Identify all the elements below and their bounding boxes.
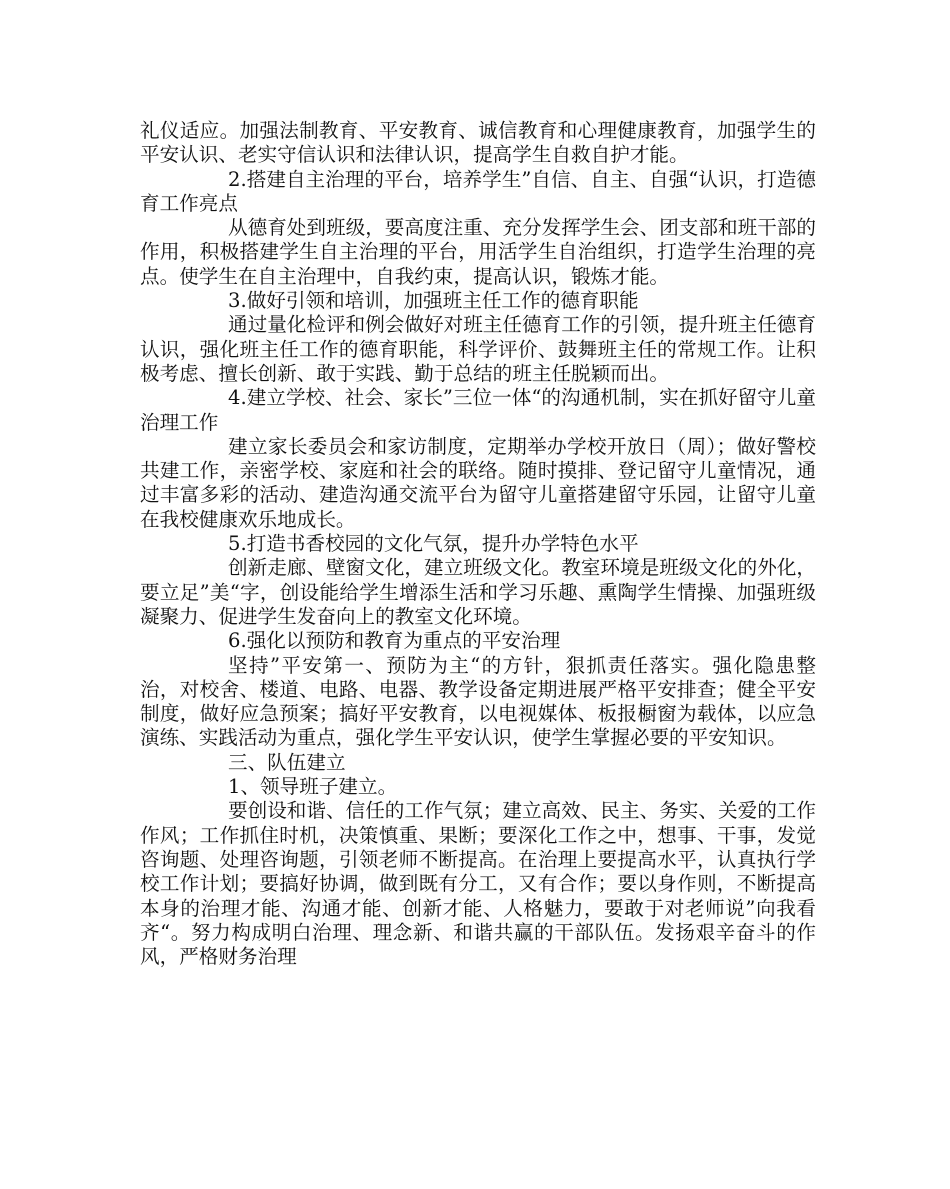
paragraph-leadership: 要创设和谐、信任的工作气氛；建立高效、民主、务实、关爱的工作作风；工作抓住时机，决策慎重、果断；要深化工作之中，想事、干事，发觉咨询题、处理咨询题，引领老师不断提高。在治理上要提高水平，认真执行学校工作计划；要搞好协调，做到既有分工，又有合作；要以身作则，不断提高本身的治理才能、沟通才能、创新才能、人格魅力，要敢于对老师说”向我看齐“。努力构成明白治理、理念新、和谐共赢的干部队伍。发扬艰辛奋斗的作风，严格财务治理 — [140, 799, 816, 969]
heading-item-6: 6.强化以预防和教育为重点的平安治理 — [228, 629, 561, 653]
heading-item-2: 2.搭建自主治理的平台，培养学生”自信、自主、自强“认识，打造德育工作亮点 — [140, 167, 816, 215]
heading-item-4: 4.建立学校、社会、家长”三位一体“的沟通机制，实在抓好留守儿童治理工作 — [140, 386, 816, 434]
section-heading-team-building: 三、队伍建立 — [228, 750, 346, 774]
paragraph-self-governance: 从德育处到班级，要高度注重、充分发挥学生会、团支部和班干部的作用，积极搭建学生自主治理的平台，用活学生自治组织，打造学生治理的亮点。使学生在自主治理中，自我约束，提高认识，锻炼才能。 — [140, 216, 816, 288]
subheading-leadership: 1、领导班子建立。 — [228, 775, 398, 799]
paragraph-etiquette-continuation: 礼仪适应。加强法制教育、平安教育、诚信教育和心理健康教育，加强学生的平安认识、老实守信认识和法律认识，提高学生自救自护才能。 — [140, 119, 816, 167]
heading-item-5: 5.打造书香校园的文化气氛，提升办学特色水平 — [228, 532, 639, 556]
paragraph-campus-culture: 创新走廊、壁窗文化，建立班级文化。教室环境是班级文化的外化，要立足”美“字，创设能给学生增添生活和学习乐趣、熏陶学生情操、加强班级凝聚力、促进学生发奋向上的教室文化环境。 — [140, 556, 816, 628]
paragraph-head-teacher: 通过量化检评和例会做好对班主任德育工作的引领，提升班主任德育认识，强化班主任工作的德育职能，科学评价、鼓舞班主任的常规工作。让积极考虑、擅长创新、敢于实践、勤于总结的班主任脱颖而出。 — [140, 313, 816, 385]
paragraph-left-behind-children: 建立家长委员会和家访制度，定期举办学校开放日（周）；做好警校共建工作，亲密学校、家庭和社会的联络。随时摸排、登记留守儿童情况，通过丰富多彩的活动、建造沟通交流平台为留守儿童搭建留守乐园，让留守儿童在我校健康欢乐地成长。 — [140, 434, 816, 531]
document-body — [140, 119, 816, 969]
heading-item-3: 3.做好引领和培训，加强班主任工作的德育职能 — [228, 289, 639, 313]
paragraph-safety: 坚持”平安第一、预防为主“的方针，狠抓责任落实。强化隐患整治，对校舍、楼道、电路、电器、教学设备定期进展严格平安排查；健全平安制度，做好应急预案；搞好平安教育，以电视媒体、板报橱窗为载体，以应急演练、实践活动为重点，强化学生平安认识，使学生掌握必要的平安知识。 — [140, 653, 816, 750]
